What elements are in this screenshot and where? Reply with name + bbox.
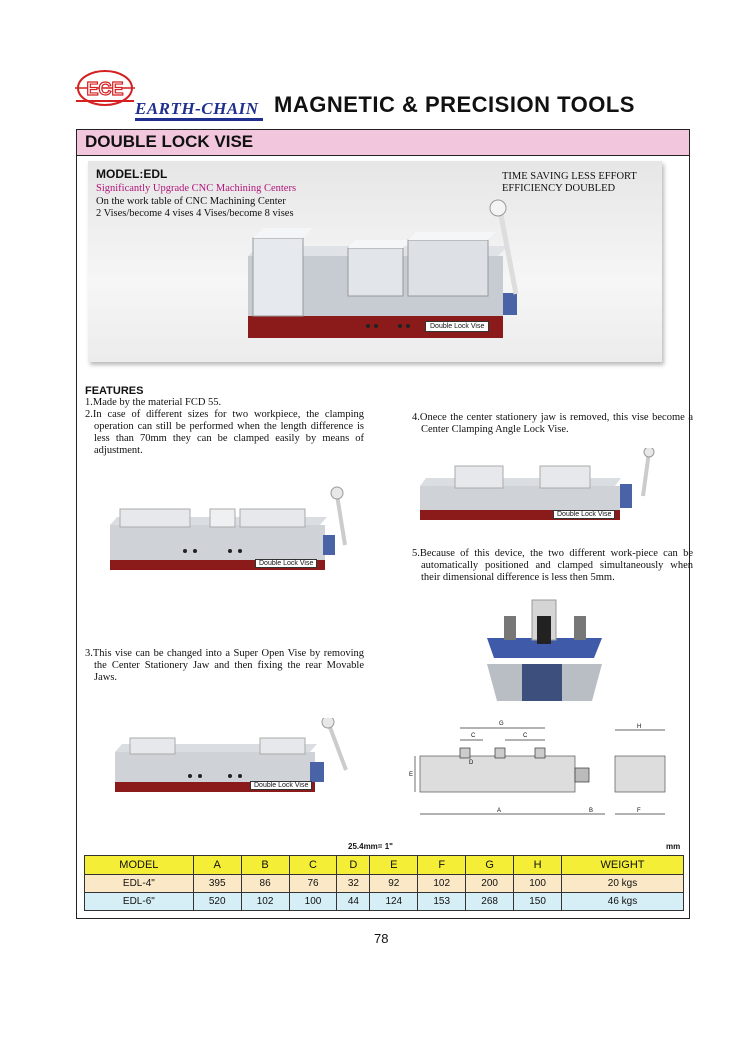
table-cell: 76 <box>289 875 337 893</box>
dim-label-d: D <box>469 760 474 766</box>
vise-3-label: Double Lock Vise <box>250 781 312 790</box>
unit-ratio: 25.4mm= 1" <box>348 842 393 851</box>
model-name: MODEL:EDL <box>96 167 168 181</box>
table-cell: 200 <box>466 875 514 893</box>
col-e: E <box>370 856 418 875</box>
tagline-2: EFFICIENCY DOUBLED <box>502 183 616 194</box>
tagline-1: TIME SAVING LESS EFFORT <box>502 171 637 182</box>
col-g: G <box>466 856 514 875</box>
col-h: H <box>514 856 562 875</box>
page-title: MAGNETIC & PRECISION TOOLS <box>274 92 635 117</box>
col-f: F <box>418 856 466 875</box>
page-number: 78 <box>374 931 389 946</box>
table-cell: 46 kgs <box>562 893 684 911</box>
vise-image-3 <box>110 718 370 798</box>
col-c: C <box>289 856 337 875</box>
table-cell: 32 <box>337 875 370 893</box>
dim-label-e: E <box>409 772 414 778</box>
section-title: DOUBLE LOCK VISE <box>85 132 254 151</box>
vise-image-4 <box>415 448 675 528</box>
col-d: D <box>337 856 370 875</box>
feature-2: 2.In case of different sizes for two workpiece, the clamping operation can still be performed when the length difference is less than 70mm they can be clamped easily by means of adjustment. <box>85 409 364 456</box>
table-cell: 102 <box>241 893 289 911</box>
table-cell: 153 <box>418 893 466 911</box>
dim-label-c1: C <box>471 733 476 739</box>
col-weight: WEIGHT <box>562 856 684 875</box>
table-cell: EDL-6" <box>85 893 194 911</box>
table-cell: EDL-4" <box>85 875 194 893</box>
feature-1: 1.Made by the material FCD 55. <box>85 397 222 408</box>
table-row <box>85 893 684 911</box>
table-row <box>85 875 684 893</box>
table-cell: 100 <box>289 893 337 911</box>
vise-image-2 <box>105 485 370 575</box>
dim-label-b: B <box>589 808 594 814</box>
table-cell: 44 <box>337 893 370 911</box>
brand-underline <box>135 118 263 121</box>
dim-label-g: G <box>499 721 504 727</box>
table-cell: 268 <box>466 893 514 911</box>
col-model: MODEL <box>85 856 194 875</box>
brand-name: EARTH-CHAIN <box>135 99 259 118</box>
dim-label-c2: C <box>523 733 528 739</box>
table-cell: 124 <box>370 893 418 911</box>
dimension-drawing <box>405 718 685 828</box>
table-cell: 100 <box>514 875 562 893</box>
spec-table <box>84 855 684 911</box>
table-cell: 395 <box>193 875 241 893</box>
table-cell: 102 <box>418 875 466 893</box>
feature-3: 3.This vise can be changed into a Super Open Vise by removing the Center Stationery Jaw and then fixing the rear Movable Jaws. <box>85 648 364 683</box>
hero-line-3: 2 Vises/become 4 vises 4 Vises/become 8 vises <box>96 208 294 219</box>
dim-label-f: F <box>637 808 641 814</box>
dim-label-a: A <box>497 808 502 814</box>
hero-line-2: On the work table of CNC Machining Center <box>96 196 286 207</box>
vise-2-label: Double Lock Vise <box>255 559 317 568</box>
hero-line-1: Significantly Upgrade CNC Machining Centers <box>96 183 297 194</box>
dim-label-h: H <box>637 724 642 730</box>
col-b: B <box>241 856 289 875</box>
features-heading: FEATURES <box>85 385 144 397</box>
unit-mm: mm <box>666 842 681 851</box>
table-cell: 520 <box>193 893 241 911</box>
table-cell: 150 <box>514 893 562 911</box>
hero-product-label: Double Lock Vise <box>425 321 489 332</box>
spec-table-header <box>85 856 684 875</box>
table-cell: 86 <box>241 875 289 893</box>
vise-hero-image <box>238 198 548 348</box>
feature-5: 5.Because of this device, the two different work-piece can be automatically positioned and clamped simultaneously when their dimensional difference is less then 5mm. <box>412 548 693 583</box>
center-jaw-device-image <box>482 596 607 706</box>
feature-4: 4.Onece the center stationery jaw is removed, this vise become a Center Clamping Angle Lock Vise. <box>412 412 693 435</box>
table-cell: 92 <box>370 875 418 893</box>
col-a: A <box>193 856 241 875</box>
vise-4-label: Double Lock Vise <box>553 510 615 519</box>
svg-text:ECE: ECE <box>86 79 124 99</box>
table-cell: 20 kgs <box>562 875 684 893</box>
